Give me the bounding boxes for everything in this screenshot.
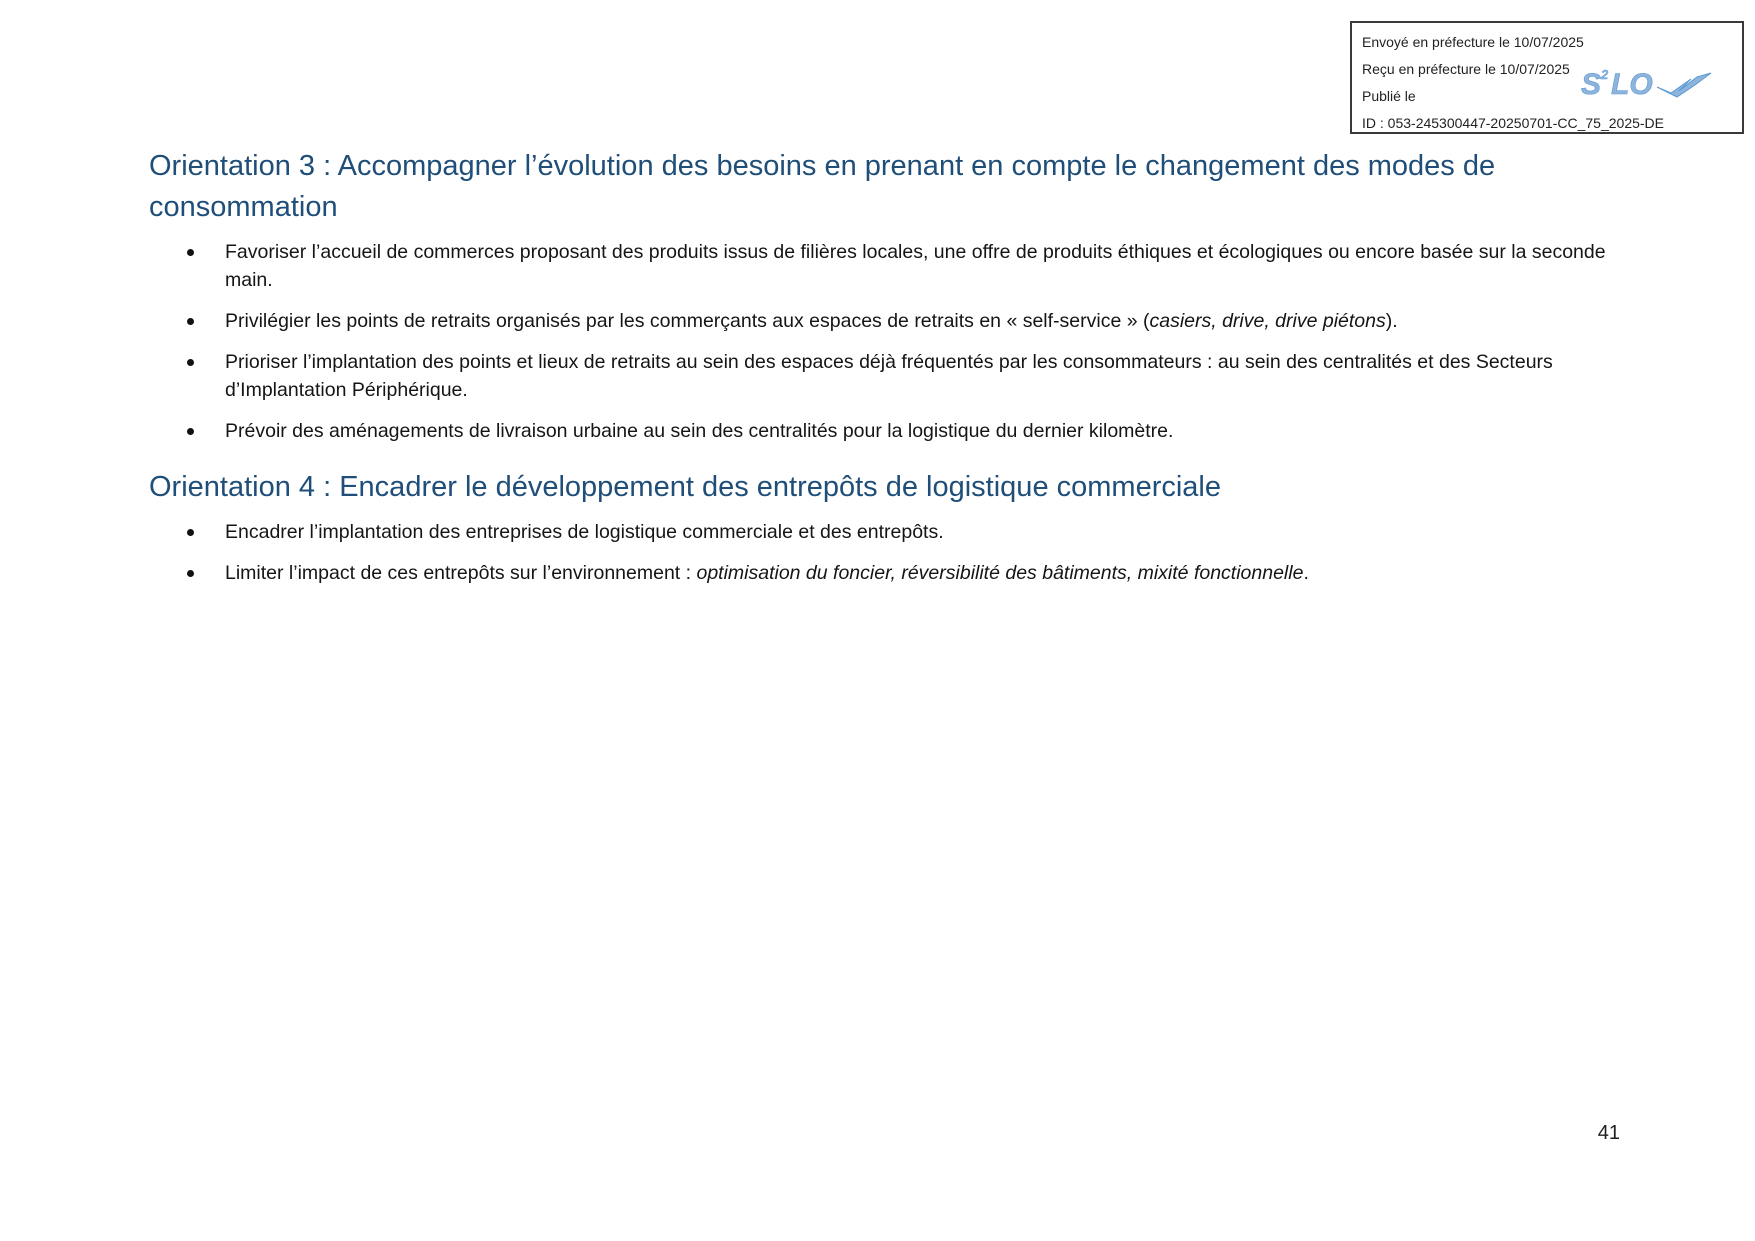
bullet-icon	[187, 428, 194, 435]
list-item	[149, 348, 1624, 404]
stamp-published: Publié le	[1362, 88, 1416, 104]
list-item	[149, 417, 1624, 445]
list-item	[149, 559, 1624, 587]
stamp-received-date: Reçu en préfecture le 10/07/2025	[1362, 61, 1570, 77]
orientation-4-list	[149, 518, 1624, 587]
list-item-text: Encadrer l’implantation des entreprises de logistique commerciale et des entrepôts.	[225, 521, 944, 543]
s2lo-logo	[1579, 65, 1719, 101]
list-item-text-end: .	[1303, 562, 1309, 584]
orientation-3-list	[149, 238, 1624, 445]
list-item-text: Limiter l’impact de ces entrepôts sur l’environnement :	[225, 562, 697, 584]
bullet-icon	[187, 318, 194, 325]
stamp-id: ID : 053-245300447-20250701-CC_75_2025-DE	[1362, 115, 1664, 131]
list-item	[149, 518, 1624, 546]
list-item-text: Prioriser l’implantation des points et lieux de retraits au sein des espaces déjà fréquentés par les consommateurs : au sein des centralités et des Secteurs d’Implantation Périphérique.	[225, 351, 1553, 401]
prefecture-stamp	[1350, 21, 1744, 134]
svg-text:S: S	[1581, 68, 1602, 101]
page-number: 41	[1597, 1122, 1620, 1144]
bullet-icon	[187, 249, 194, 256]
list-item-text: Privilégier les points de retraits organisés par les commerçants aux espaces de retraits en « self-service » (	[225, 310, 1150, 332]
svg-text:LO: LO	[1611, 68, 1653, 101]
bullet-icon	[187, 570, 194, 577]
list-item	[149, 238, 1624, 294]
list-item-text: Favoriser l’accueil de commerces proposant des produits issus de filières locales, une offre de produits éthiques et écologiques ou encore basée sur la seconde main.	[225, 241, 1606, 291]
document-body	[149, 146, 1624, 600]
orientation-4-heading: Orientation 4 : Encadrer le développement des entrepôts de logistique commerciale	[149, 471, 1221, 503]
orientation-3-heading: Orientation 3 : Accompagner l’évolution des besoins en prenant en compte le changement des modes de consommation	[149, 150, 1496, 223]
stamp-sent-date: Envoyé en préfecture le 10/07/2025	[1362, 34, 1584, 50]
list-item-text: Prévoir des aménagements de livraison urbaine au sein des centralités pour la logistique du dernier kilomètre.	[225, 420, 1174, 442]
list-item-italic-text: casiers, drive, drive piétons	[1149, 310, 1386, 332]
bullet-icon	[187, 529, 194, 536]
list-item-italic-text: optimisation du foncier, réversibilité des bâtiments, mixité fonctionnelle	[696, 562, 1304, 584]
list-item-text-end: ).	[1385, 310, 1398, 332]
bullet-icon	[187, 359, 194, 366]
list-item	[149, 307, 1624, 335]
svg-text:2: 2	[1601, 67, 1609, 82]
